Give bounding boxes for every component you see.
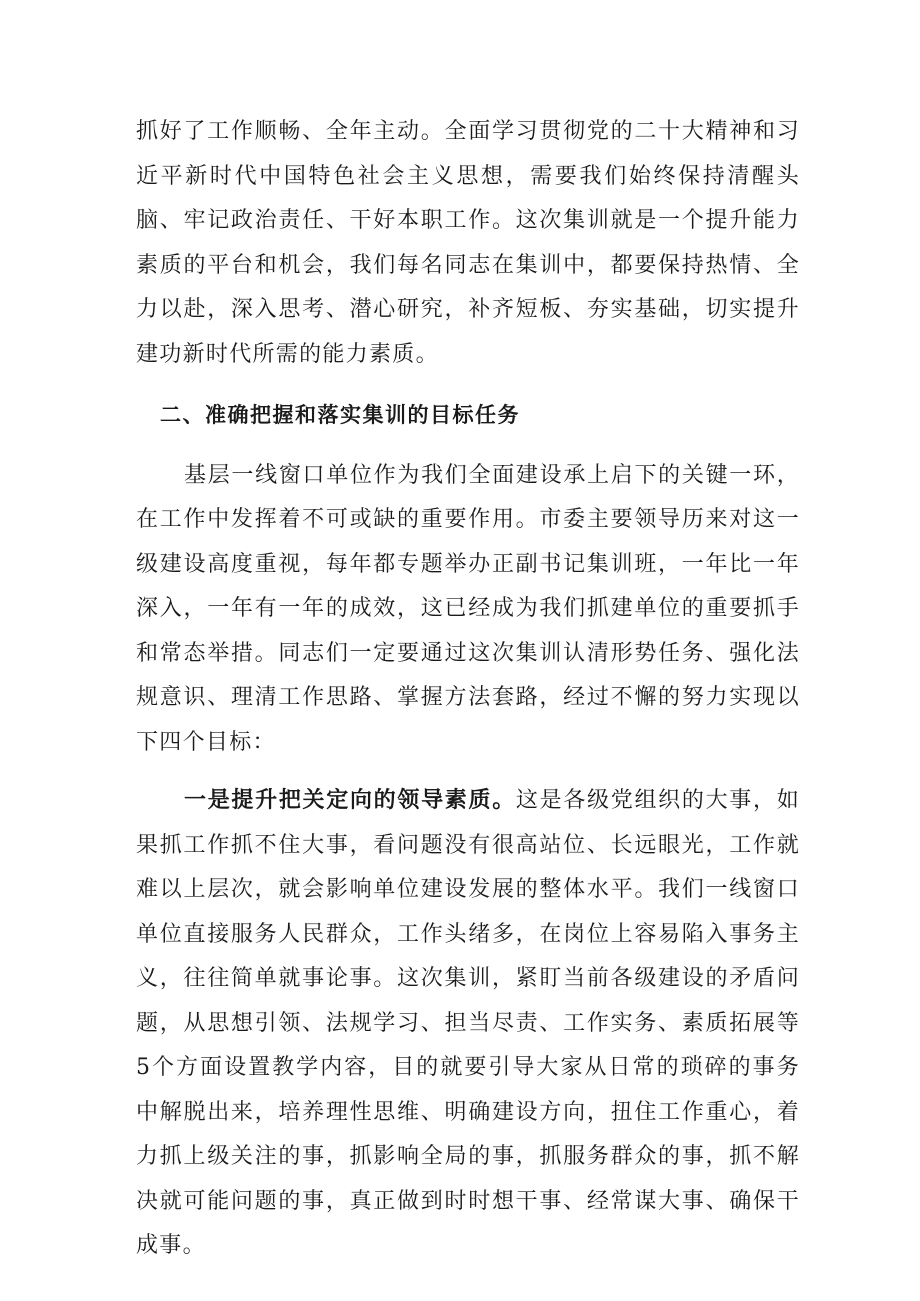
document-body <box>136 110 800 1269</box>
paragraph-continuation: 抓好了工作顺畅、全年主动。全面学习贯彻党的二十大精神和习近平新时代中国特色社会主义思想，需要我们始终保持清醒头脑、牢记政治责任、干好本职工作。这次集训就是一个提升能力素质的平台和机会，我们每名同志在集训中，都要保持热情、全力以赴，深入思考、潜心研究，补齐短板、夯实基础，切实提升建功新时代所需的能力素质。 <box>136 119 800 367</box>
goal-one-body: 这是各级党组织的大事，如果抓工作抓不住大事，看问题没有很高站位、长远眼光，工作就难以上层次，就会影响单位建设发展的整体水平。我们一线窗口单位直接服务人民群众，工作头绪多，在岗位上容易陷入事务主义，往往简单就事论事。这次集训，紧盯当前各级建设的矛盾问题，从思想引领、法规学习、担当尽责、工作实务、素质拓展等5个方面设置教学内容，目的就要引导大家从日常的琐碎的事务中解脱出来，培养理性思维、明确建设方向，扭住工作重心，着力抓上级关注的事，抓影响全局的事，抓服务群众的事，抓不解决就可能问题的事，真正做到时时想干事、经常谋大事、确保干成事。 <box>136 788 800 1258</box>
section-heading: 二、准确把握和落实集训的目标任务 <box>160 403 520 427</box>
paragraph-intro: 基层一线窗口单位作为我们全面建设承上启下的关键一环，在工作中发挥着不可或缺的重要作用。市委主要领导历来对这一级建设高度重视，每年都专题举办正副书记集训班，一年比一年深入，一年有一年的成效，这已经成为我们抓建单位的重要抓手和常态举措。同志们一定要通过这次集训认清形势任务、强化法规意识、理清工作思路、掌握方法套路，经过不懈的努力实现以下四个目标： <box>136 462 800 755</box>
goal-one-lead: 一是提升把关定向的领导素质。 <box>184 788 516 813</box>
paragraph-goal-one <box>136 779 800 1269</box>
